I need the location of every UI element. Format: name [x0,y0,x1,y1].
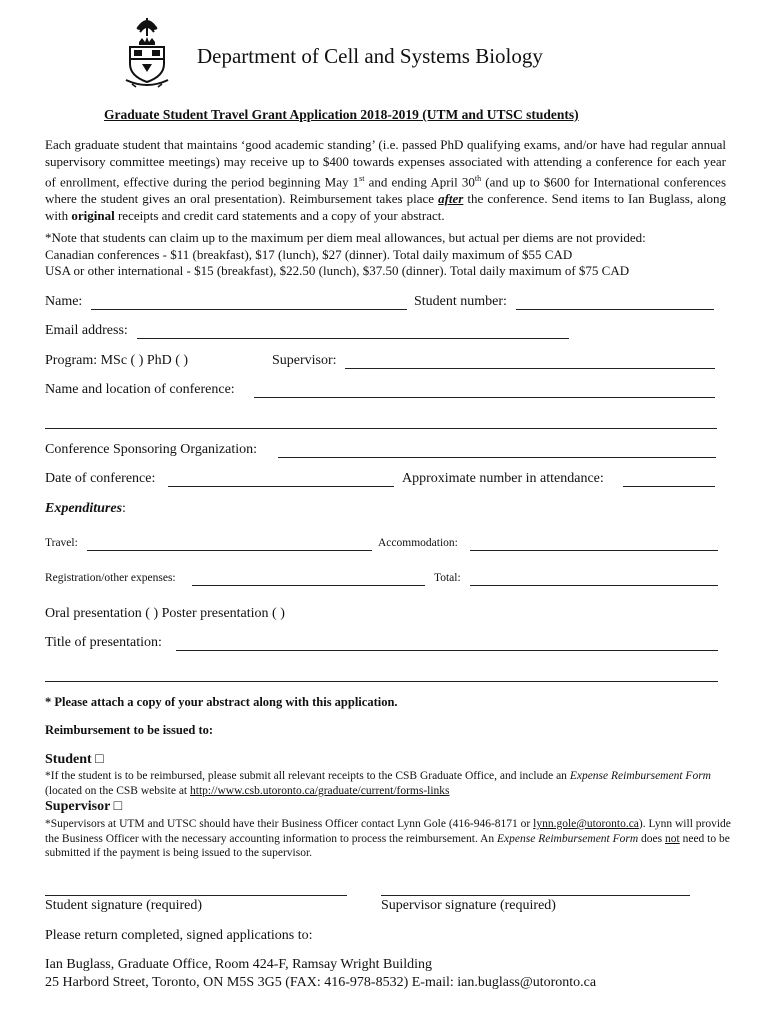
reimbursement-label: Reimbursement to be issued to: [45,723,214,737]
student-number-field[interactable] [516,309,714,310]
address-line-1: Ian Buglass, Graduate Office, Room 424-F, Ramsay Wright Building [45,957,433,972]
sponsor-label: Conference Sponsoring Organization: [45,442,258,457]
title-presentation-field-line2[interactable] [45,681,718,682]
registration-field[interactable] [192,585,425,586]
student-option[interactable]: Student □ [45,752,104,767]
return-instructions: Please return completed, signed applications to: [45,928,313,943]
note-line: USA or other international - $15 (breakfast), $22.50 (lunch), $37.50 (dinner). Total daily maximum of $75 CAD [45,263,630,278]
supervisor-signature-label: Supervisor signature (required) [381,898,556,913]
total-field[interactable] [470,585,718,586]
university-crest-logo [122,14,172,92]
form-title: Graduate Student Travel Grant Application 2018-2019 (UTM and UTSC students) [104,107,579,122]
email-label: Email address: [45,323,128,338]
attendance-field[interactable] [623,486,715,487]
date-field[interactable] [168,486,394,487]
registration-label: Registration/other expenses: [45,572,176,584]
program-label: Program: MSc ( ) PhD ( ) [45,353,189,368]
student-signature-line[interactable] [45,895,347,896]
expenditures-heading: Expenditures: [45,501,126,516]
travel-label: Travel: [45,537,78,549]
csb-forms-link[interactable]: http://www.csb.utoronto.ca/graduate/current/forms-links [190,784,450,797]
conference-name-field-line2[interactable] [45,428,717,429]
per-diem-note [45,230,646,280]
name-label: Name: [45,294,83,309]
student-number-label: Student number: [414,294,507,309]
supervisor-option[interactable]: Supervisor □ [45,799,123,814]
presentation-type-label: Oral presentation ( ) Poster presentation ( ) [45,606,285,621]
travel-field[interactable] [87,550,372,551]
sponsor-field[interactable] [278,457,716,458]
supervisor-field[interactable] [345,368,715,369]
email-field[interactable] [137,338,569,339]
title-presentation-field[interactable] [176,650,718,651]
accommodation-field[interactable] [470,550,718,551]
attendance-label: Approximate number in attendance: [402,471,604,486]
conference-name-label: Name and location of conference: [45,382,235,397]
student-signature-label: Student signature (required) [45,898,203,913]
intro-paragraph: Each graduate student that maintains ‘good academic standing’ (i.e. passed PhD qualifying exams, and/or have had regular annual supervisory committee meetings) may receive up to $400 towards expenses associated with attending a conference for each year of enrollment, effective during the period beginning May 1st and ending April 30th (and up to $600 for International conferences where the student gives an oral presentation). Reimbursement takes place after the conference. Send items to Ian Buglass, along with original receipts and credit card statements and a copy of your abstract. [45,137,726,224]
supervisor-label: Supervisor: [272,353,337,368]
note-line: Canadian conferences - $11 (breakfast), $17 (lunch), $27 (dinner). Total daily maximum of $55 CAD [45,246,573,262]
name-field[interactable] [91,309,407,310]
title-presentation-label: Title of presentation: [45,635,162,650]
address-line-2: 25 Harbord Street, Toronto, ON M5S 3G5 (FAX: 416-978-8532) E-mail: ian.buglass@utoronto.ca [45,975,597,990]
total-label: Total: [434,572,461,584]
abstract-note: * Please attach a copy of your abstract along with this application. [45,695,398,709]
note-line: *Note that students can claim up to the maximum per diem meal allowances, but actual per diems are not provided: [45,230,646,245]
accommodation-label: Accommodation: [378,537,458,549]
conference-name-field[interactable] [254,397,715,398]
lynn-email-link[interactable]: lynn.gole@utoronto.ca [533,818,639,830]
supervisor-reimbursement-text: *Supervisors at UTM and UTSC should have their Business Officer contact Lynn Gole (416-946-8171 or lynn.gole@utoronto.ca). Lynn will provide the Business Officer with the necessary accounting information to process the reimbursement. An Expense Reimbursement Form does not need to be submitted if the payment is being issued to the supervisor. [45,818,731,859]
supervisor-signature-line[interactable] [381,895,690,896]
department-title: Department of Cell and Systems Biology [197,44,543,68]
student-reimbursement-text: *If the student is to be reimbursed, please submit all relevant receipts to the CSB Graduate Office, and include an Expense Reimbursement Form (located on the CSB website at http://www.csb.utoronto.ca/graduate/current/forms-links [45,770,711,797]
date-label: Date of conference: [45,471,156,486]
